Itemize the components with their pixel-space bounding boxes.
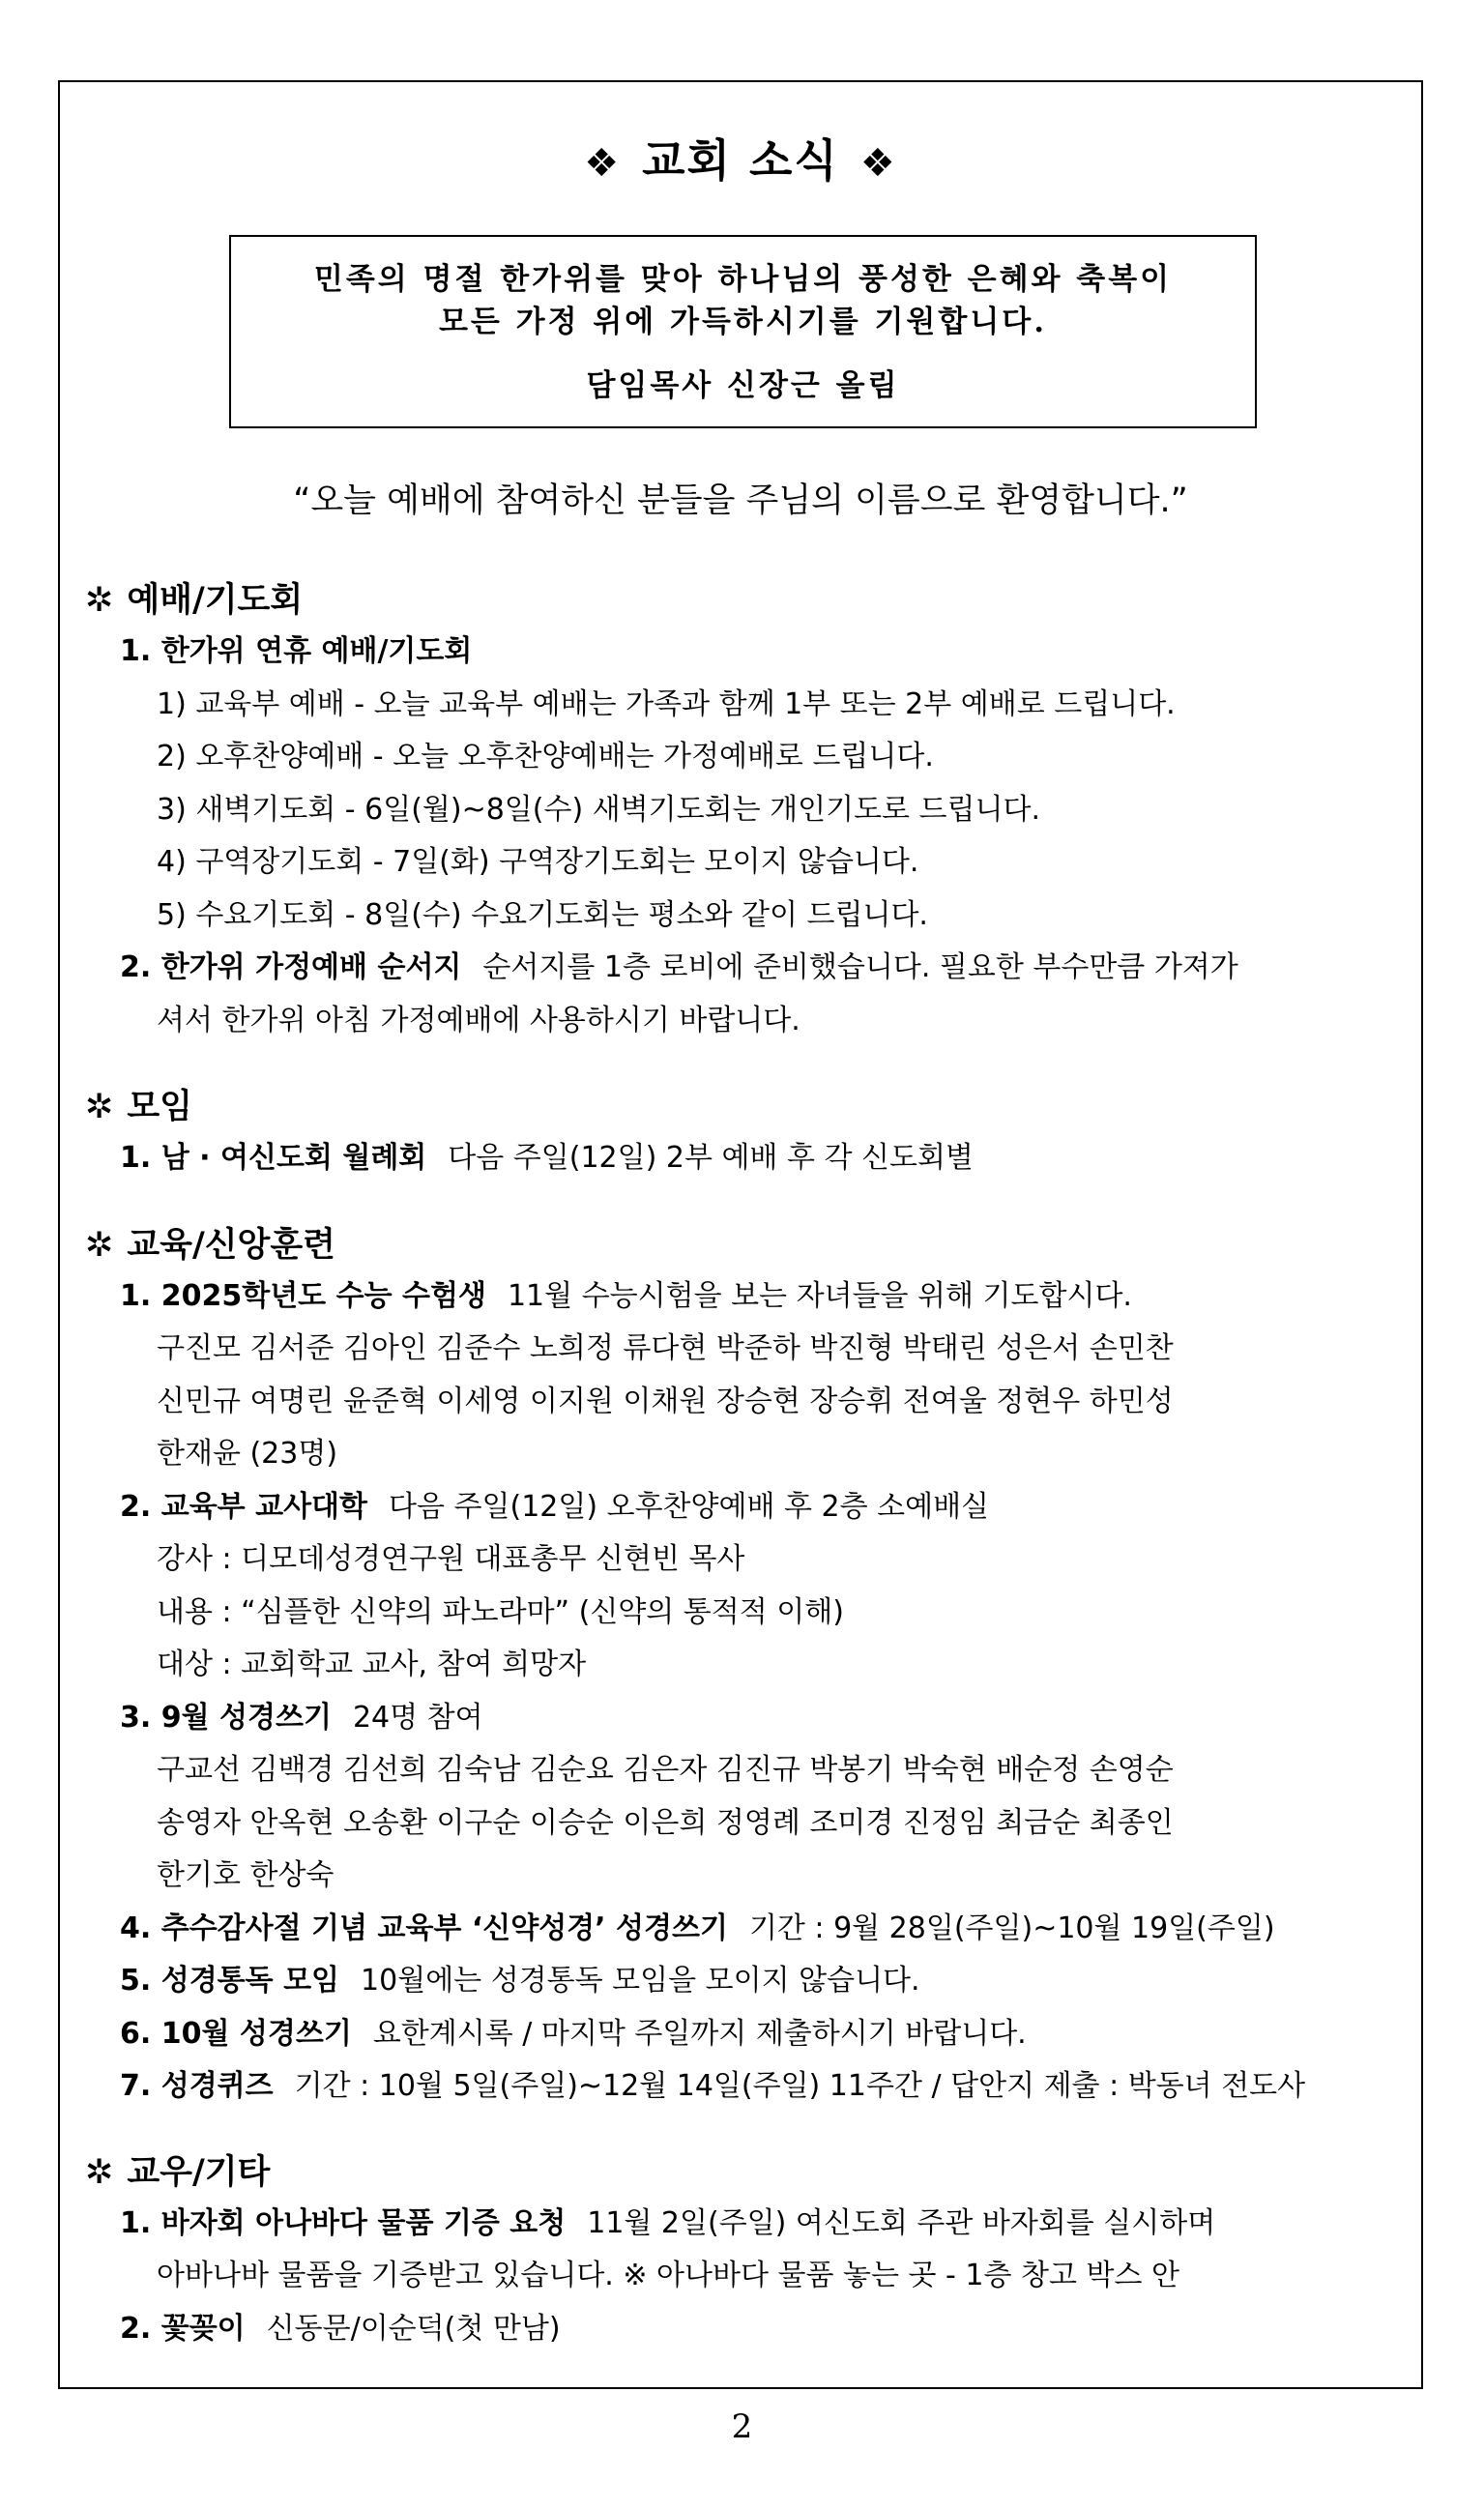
item-text: 순서지를 1층 로비에 준비했습니다. 필요한 부수만큼 가져가 (482, 950, 1238, 984)
student-names: 신민규 여명린 윤준혁 이세영 이지원 이채원 장승현 장승휘 전여울 정현우 하민성 (157, 1385, 1174, 1418)
student-names: 한재윤 (23명) (157, 1437, 338, 1471)
misc-item-continued: 아바나바 물품을 기증받고 있습니다. ※ 아나바다 물품 놓는 곳 - 1층 창고 박스 안 (157, 2259, 1179, 2292)
item-title: 1. 바자회 아나바다 물품 기증 요청 (120, 2206, 567, 2240)
item-text: 다음 주일(12일) 오후찬양예배 후 2층 소예배실 (389, 1490, 990, 1524)
bulletin-frame (58, 80, 1423, 2389)
section-heading-education (85, 1218, 335, 1267)
section-title: 교우/기타 (127, 2153, 271, 2192)
section-star-icon: ✲ (85, 2153, 114, 2192)
education-item (120, 1482, 989, 1525)
education-item (120, 2061, 1305, 2104)
content-line: 내용 : “심플한 신약의 파노라마” (신약의 통적적 이해) (157, 1595, 844, 1629)
section-title: 교육/신앙훈련 (127, 1226, 335, 1265)
worship-sub-item: 2) 오후찬양예배 - 오늘 오후찬양예배는 가정예배로 드립니다. (157, 740, 934, 773)
lecturer-line: 강사 : 디모데성경연구원 대표총무 신현빈 목사 (157, 1542, 745, 1576)
misc-item (120, 2199, 1215, 2241)
meeting-item (120, 1133, 974, 1176)
page-number: 2 (731, 2407, 753, 2446)
section-title: 모임 (127, 1088, 192, 1126)
item-text: 신동문/이순덕(첫 만남) (266, 2312, 561, 2346)
diamond-icon: ❖ (584, 141, 622, 186)
item-text: 24명 참여 (352, 1701, 483, 1735)
item-title: 4. 추수감사절 기념 교육부 ‘신약성경’ 성경쓰기 (120, 1911, 728, 1945)
item-text: 기간 : 10월 5일(주일)~12월 14일(주일) 11주간 / 답안지 제출 : 박동녀 전도사 (294, 2069, 1306, 2103)
worship-sub-item: 1) 교육부 예배 - 오늘 교육부 예배는 가족과 함께 1부 또는 2부 예배로 드립니다. (157, 687, 1176, 721)
section-heading-meeting (85, 1080, 192, 1128)
item-text: 11월 2일(주일) 여신도회 주관 바자회를 실시하며 (587, 2206, 1216, 2240)
target-line: 대상 : 교회학교 교사, 참여 희망자 (157, 1648, 587, 1681)
item-title: 2. 교육부 교사대학 (120, 1490, 368, 1524)
worship-item-title: 1. 한가위 연휴 예배/기도회 (120, 634, 473, 668)
education-item (120, 2009, 1027, 2052)
worship-item (120, 943, 1238, 985)
student-names: 구진모 김서준 김아인 김준수 노희정 류다현 박준하 박진형 박태린 성은서 손민찬 (157, 1331, 1174, 1365)
item-title: 3. 9월 성경쓰기 (120, 1701, 332, 1735)
section-title: 예배/기도회 (127, 581, 304, 620)
item-text: 11월 수능시험을 보는 자녀들을 위해 기도합시다. (507, 1279, 1132, 1313)
writer-names: 송영자 안옥현 오송환 이구순 이승순 이은희 정영례 조미경 진정임 최금순 최종인 (157, 1806, 1174, 1840)
education-item (120, 1956, 920, 1998)
diamond-icon: ❖ (859, 141, 897, 186)
section-heading-misc (85, 2145, 270, 2194)
greeting-line: 모든 가정 위에 가득하시기를 기원합니다. (438, 305, 1048, 339)
section-star-icon: ✲ (85, 1088, 114, 1126)
worship-sub-item: 3) 새벽기도회 - 6일(월)~8일(수) 새벽기도회는 개인기도로 드립니다. (157, 793, 1041, 827)
section-heading-worship (85, 573, 303, 622)
greeting-line: 민족의 명절 한가위를 맞아 하나님의 풍성한 은혜와 축복이 (313, 262, 1173, 297)
worship-sub-item: 4) 구역장기도회 - 7일(화) 구역장기도회는 모이지 않습니다. (157, 845, 919, 879)
item-text: 기간 : 9월 28일(주일)~10월 19일(주일) (748, 1911, 1275, 1945)
item-text: 요한계시록 / 마지막 주일까지 제출하시기 바랍니다. (372, 2017, 1027, 2051)
section-star-icon: ✲ (85, 1226, 114, 1265)
misc-item (120, 2304, 561, 2347)
greeting-box (229, 235, 1257, 428)
writer-names: 한기호 한상숙 (157, 1858, 335, 1892)
item-title: 2. 한가위 가정예배 순서지 (120, 950, 462, 984)
page-title (60, 126, 1421, 190)
item-title: 7. 성경퀴즈 (120, 2069, 274, 2103)
greeting-signature: 담임목사 신장근 올림 (586, 368, 900, 403)
education-item (120, 1904, 1275, 1946)
item-title: 1. 남 · 여신도회 월례회 (120, 1141, 427, 1175)
writer-names: 구교선 김백경 김선희 김숙남 김순요 김은자 김진규 박봉기 박숙현 배순정 손영순 (157, 1753, 1174, 1787)
worship-sub-item: 5) 수요기도회 - 8일(수) 수요기도회는 평소와 같이 드립니다. (157, 898, 928, 932)
item-text: 10월에는 성경통독 모임을 모이지 않습니다. (361, 1964, 920, 1998)
item-text: 다음 주일(12일) 2부 예배 후 각 신도회별 (448, 1141, 974, 1175)
education-item (120, 1271, 1132, 1314)
title-text: 교회 소식 (642, 134, 839, 187)
education-item (120, 1693, 483, 1736)
item-title: 1. 2025학년도 수능 수험생 (120, 1279, 486, 1313)
section-star-icon: ✲ (85, 581, 114, 620)
welcome-message: “오늘 예배에 참여하신 분들을 주님의 이름으로 환영합니다.” (293, 481, 1188, 520)
item-title: 5. 성경통독 모임 (120, 1964, 340, 1998)
item-title: 6. 10월 성경쓰기 (120, 2017, 352, 2051)
item-title: 2. 꽃꽂이 (120, 2312, 246, 2346)
worship-item-continued: 셔서 한가위 아침 가정예배에 사용하시기 바랍니다. (157, 1004, 800, 1037)
